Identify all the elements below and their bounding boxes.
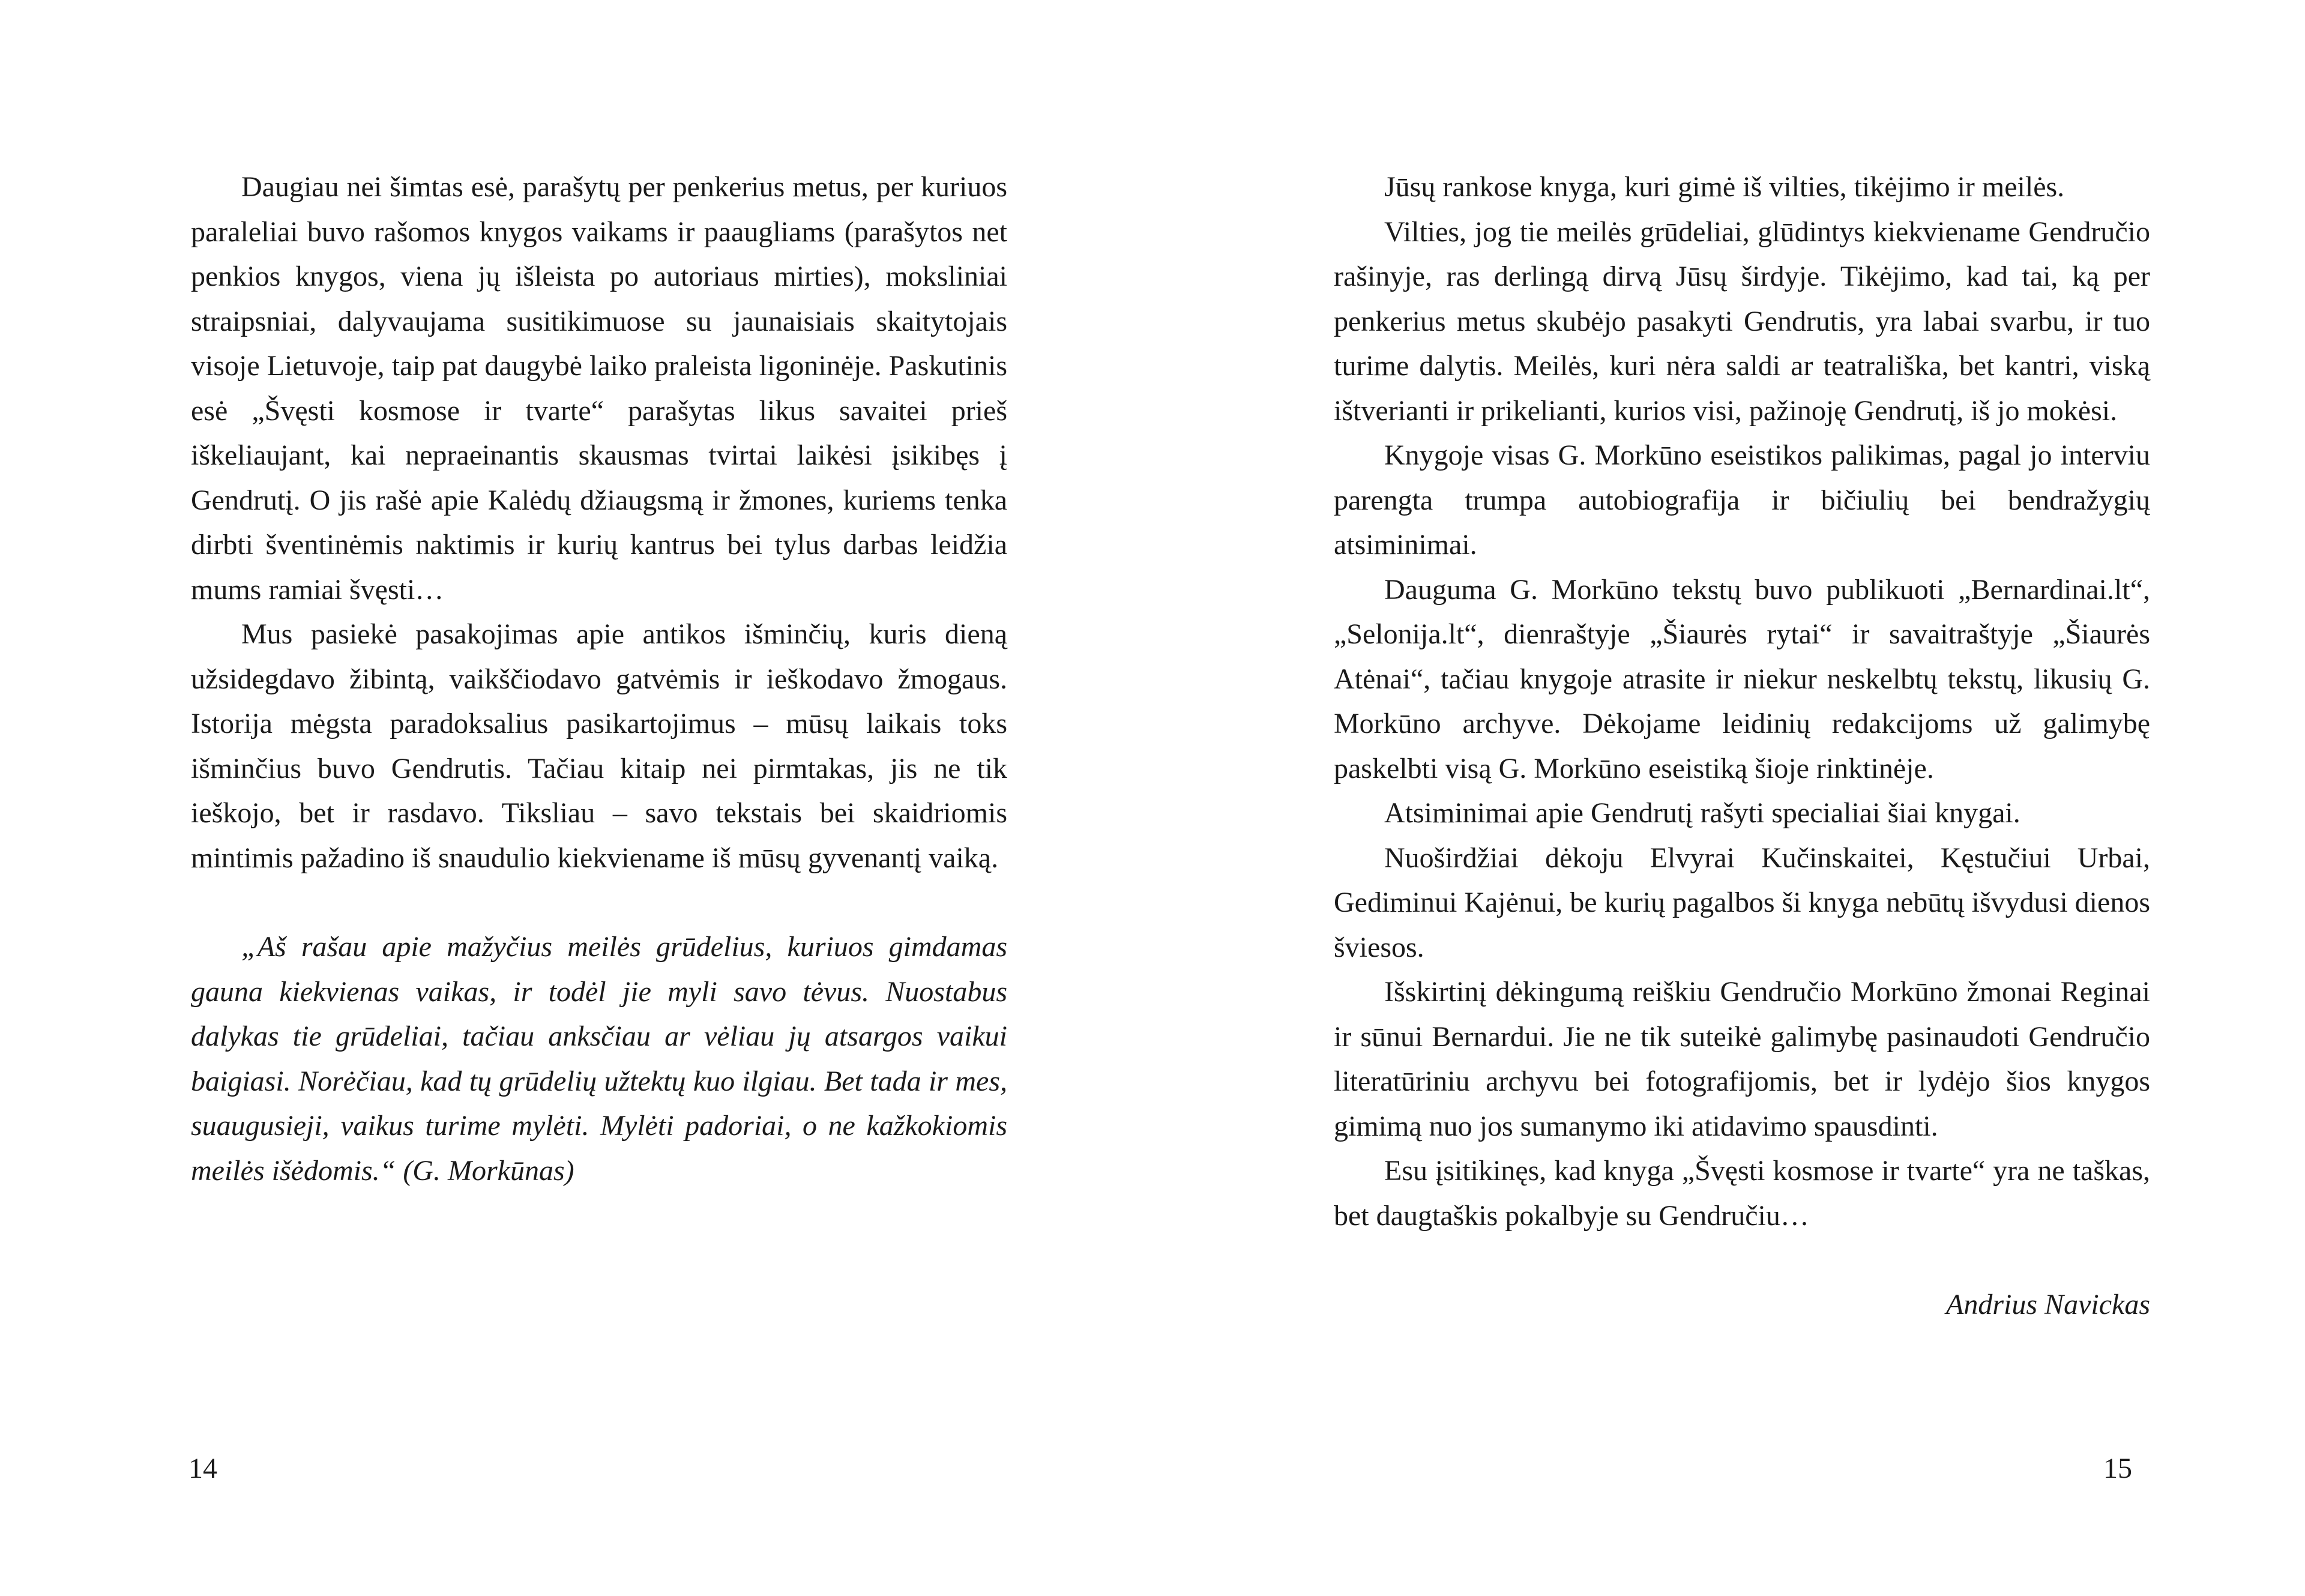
- body-paragraph: Nuoširdžiai dėkoju Elvyrai Kučinskaitei, Kęstučiui Urbai, Gediminui Kajėnui, be kurių pagalbos ši knyga nebūtų išvydusi dienos šviesos.: [1334, 842, 2150, 963]
- body-paragraph: Dauguma G. Morkūno tekstų buvo publikuoti „Bernardinai.lt“, „Selonija.lt“, dienraštyje „Šiaurės rytai“ ir savaitraštyje „Šiaurės Atėnai“, tačiau knygoje atrasite ir niekur neskelbtų tekstų, likusių G. Morkūno archyve. Dėkojame leidinių redakcijoms už galimybę paskelbti visą G. Morkūno eseistiką šioje rinktinėje.: [1334, 573, 2150, 784]
- right-page-text: [1334, 165, 2150, 1328]
- left-page-text: [191, 165, 1007, 1193]
- page-number-right: 15: [2103, 1453, 2132, 1484]
- left-page: [0, 0, 1152, 1596]
- quote-text: „Aš rašau apie mažyčius meilės grūdelius, kuriuos gimdamas gauna kiekvienas vaikas, ir todėl jie myli savo tėvus. Nuostabus dalykas tie grūdeliai, tačiau anksčiau ar vėliau jų atsargos vaikui baigiasi. Norėčiau, kad tų grūdelių užtektų kuo ilgiau. Bet tada ir mes, suaugusieji, vaikus turime mylėti. Mylėti padoriai, o ne kažkokiomis meilės išėdomis.“ (G. Morkūnas): [191, 931, 1007, 1187]
- epigraph-quote: [191, 925, 1007, 1193]
- body-paragraph: Esu įsitikinęs, kad knyga „Švęsti kosmose ir tvarte“ yra ne taškas, bet daugtaškis pokalbyje su Gendručiu…: [1334, 1155, 2150, 1232]
- body-paragraph: Knygoje visas G. Morkūno eseistikos palikimas, pagal jo interviu parengta trumpa autobiografija ir bičiulių bei bendražygių atsiminimai.: [1334, 439, 2150, 561]
- body-paragraph: Jūsų rankose knyga, kuri gimė iš vilties, tikėjimo ir meilės.: [1384, 171, 2065, 203]
- body-paragraph: Atsiminimai apie Gendrutį rašyti specialiai šiai knygai.: [1384, 797, 2020, 829]
- author-signature: Andrius Navickas: [1946, 1289, 2150, 1320]
- body-paragraph: Mus pasiekė pasakojimas apie antikos išminčių, kuris dieną užsidegdavo žibintą, vaikščiodavo gatvėmis ir ieškodavo žmogaus. Istorija mėgsta paradoksalius pasikartojimus – mūsų laikais toks išminčius buvo Gendrutis. Tačiau kitaip nei pirmtakas, jis ne tik ieškojo, bet ir rasdavo. Tiksliau – savo tekstais bei skaidriomis mintimis pažadino iš snaudulio kiekviename iš mūsų gyvenantį vaiką.: [191, 618, 1007, 874]
- body-paragraph: Išskirtinį dėkingumą reiškiu Gendručio Morkūno žmonai Reginai ir sūnui Bernardui. Jie ne tik suteikė galimybę pasinaudoti Gendručio literatūriniu archyvu bei fotografijomis, bet ir lydėjo šios knygos gimimą nuo jos sumanymo iki atidavimo spausdinti.: [1334, 976, 2150, 1142]
- body-paragraph: Daugiau nei šimtas esė, parašytų per penkerius metus, per kuriuos paraleliai buvo rašomos knygos vaikams ir paaugliams (parašytos net penkios knygos, viena jų išleista po autoriaus mirties), moksliniai straipsniai, dalyvaujama susitikimuose su jaunaisiais skaitytojais visoje Lietuvoje, taip pat daugybė laiko praleista ligoninėje. Paskutinis esė „Švęsti kosmose ir tvarte“ parašytas likus savaitei prieš iškeliaujant, kai nepraeinantis skausmas tvirtai laikėsi įsikibęs į Gendrutį. O jis rašė apie Kalėdų džiaugsmą ir žmones, kuriems tenka dirbti šventinėmis naktimis ir kurių kantrus bei tylus darbas leidžia mums ramiai švęsti…: [191, 171, 1007, 606]
- right-page: [1152, 0, 2305, 1596]
- page-number-left: 14: [188, 1453, 217, 1484]
- body-paragraph: Vilties, jog tie meilės grūdeliai, glūdintys kiekviename Gendručio rašinyje, ras derlingą dirvą Jūsų širdyje. Tikėjimo, kad tai, ką per penkerius metus skubėjo pasakyti Gendrutis, yra labai svarbu, ir tuo turime dalytis. Meilės, kuri nėra saldi ar teatrališka, bet kantri, viską ištverianti ir prikelianti, kurios visi, pažinoję Gendrutį, iš jo mokėsi.: [1334, 215, 2150, 427]
